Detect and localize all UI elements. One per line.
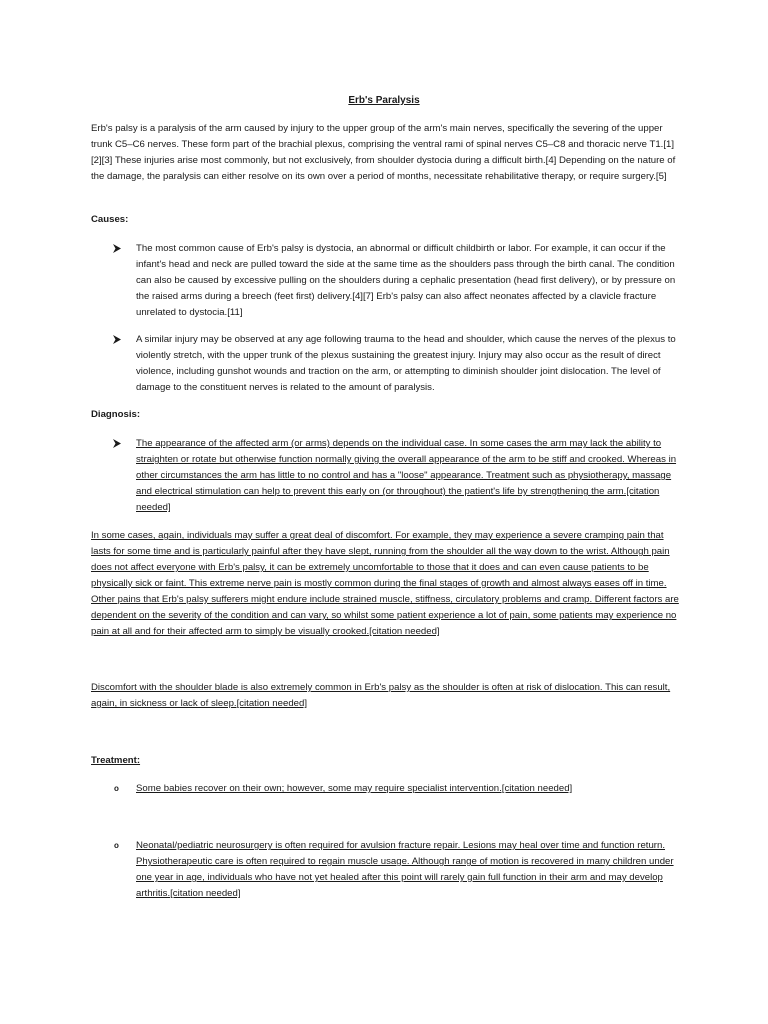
arrowhead-bullet-icon <box>113 332 125 344</box>
diagnosis-item-text: The appearance of the affected arm (or arms) depends on the individual case. In some cases the arm may lack the ability to straighten or rotate but otherwise function normally giving the overall appearance of the arm to be stiff and crooked. Whereas in other circumstances the arm has little to no control and has a "loose" appearance. Treatment such as physiotherapy, massage and electrical stimulation can help to prevent this early on (or throughout) the patient's life by strengthening the arm.[citation needed] <box>136 438 677 513</box>
treatment-heading: Treatment: <box>91 755 141 766</box>
arrowhead-bullet-icon <box>113 241 125 253</box>
diagnosis-paragraph: In some cases, again, individuals may suffer a great deal of discomfort. For example, they may experience a severe cramping pain that lasts for some time and is particularly painful after they have slept, running from the shoulder all the way down to the wrist. Although pain does not affect everyone with Erb's palsy, it can be extremely uncomfortable to those that it does and can even cause patients to be physically sick or faint. This extreme nerve pain is mostly common during the final stages of growth and almost always eases off in time. Other pains that Erb's palsy sufferers might endure include strained muscle, stiffness, circulatory problems and cramp. Different factors are dependent on the severity of the condition and can vary, so whilst some patient experience a lot of pain, some patients may experience no pain at all and for their affected arm to simply be visually crooked.[citation needed] <box>91 530 679 637</box>
causes-item-text: The most common cause of Erb's palsy is dystocia, an abnormal or difficult childbirth or labor. For example, it can occur if the infant's head and neck are pulled toward the side at the same time as the shoulders pass through the birth canal. The condition can also be caused by excessive pulling on the shoulders during a cephalic presentation (head first delivery), or by pressure on the raised arms during a breech (feet first) delivery.[4][7] Erb's palsy can also affect neonates affected by a clavicle fracture unrelated to dystocia.[11] <box>136 243 676 318</box>
causes-item-text: A similar injury may be observed at any age following trauma to the head and shoulder, which cause the nerves of the plexus to violently stretch, with the upper trunk of the plexus sustaining the greatest injury. Injury may also occur as the result of direct violence, including gunshot wounds and traction on the arm, or attempting to diminish shoulder joint dislocation. The level of damage to the constituent nerves is related to the amount of paralysis. <box>136 334 676 393</box>
circle-bullet-icon: o <box>114 841 119 850</box>
page-title: Erb's Paralysis <box>348 95 420 106</box>
intro-paragraph: Erb's palsy is a paralysis of the arm caused by injury to the upper group of the arm's main nerves, specifically the severing of the upper trunk C5–C6 nerves. These form part of the brachial plexus, comprising the ventral rami of spinal nerves C5–C8 and thoracic nerve T1.[1][2][3] These injuries arise most commonly, but not exclusively, from shoulder dystocia during a difficult birth.[4] Depending on the nature of the damage, the paralysis can either resolve on its own over a period of months, necessitate rehabilitative therapy, or require surgery.[5] <box>91 123 676 182</box>
circle-bullet-icon: o <box>114 784 119 793</box>
diagnosis-heading: Diagnosis: <box>91 409 141 420</box>
treatment-item-text: Neonatal/pediatric neurosurgery is often required for avulsion fracture repair. Lesions may heal over time and function return. Physiotherapeutic care is often required to regain muscle usage. Although range of motion is recovered in many children under one year in age, individuals who have not yet healed after this point will rarely gain full function in their arm and may develop arthritis.[citation needed] <box>136 840 674 899</box>
causes-heading: Causes: <box>91 214 129 225</box>
diagnosis-paragraph: Discomfort with the shoulder blade is also extremely common in Erb's palsy as the shoulder is often at risk of dislocation. This can result, again, in sickness or lack of sleep.[citation needed] <box>91 682 671 709</box>
treatment-item-text: Some babies recover on their own; however, some may require specialist intervention.[citation needed] <box>136 783 573 794</box>
arrowhead-bullet-icon <box>113 436 125 448</box>
